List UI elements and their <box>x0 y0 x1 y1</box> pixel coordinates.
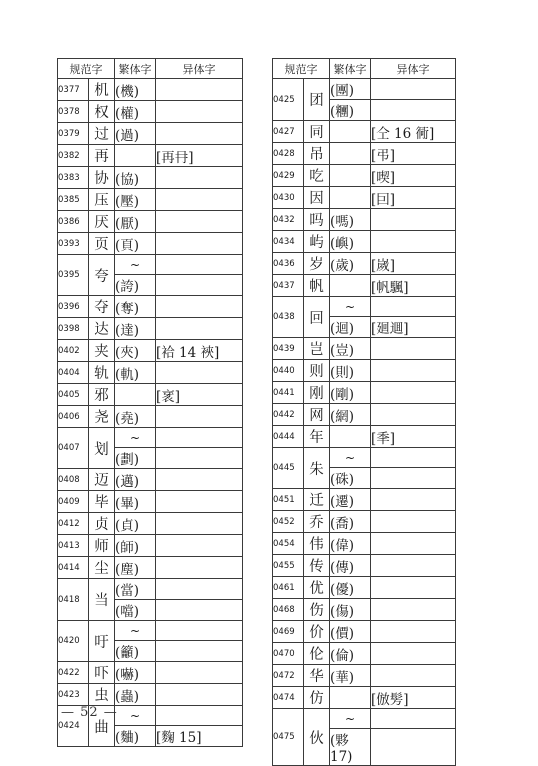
traditional-char <box>330 165 371 187</box>
table-row <box>273 165 456 187</box>
char-code: 0423 <box>58 684 89 706</box>
traditional-char: ~ <box>115 428 156 448</box>
char-code: 0451 <box>273 489 304 511</box>
table-row <box>58 469 243 491</box>
traditional-char: (堯) <box>115 406 156 428</box>
variant-chars: [再冄] <box>156 145 243 167</box>
traditional-char: ~ <box>330 297 371 317</box>
char-code: 0395 <box>58 255 89 296</box>
variant-chars <box>156 318 243 340</box>
char-code: 0385 <box>58 189 89 211</box>
standard-char: 刚 <box>304 382 330 404</box>
standard-char: 伦 <box>304 643 330 665</box>
table-row <box>273 338 456 360</box>
traditional-char <box>330 187 371 209</box>
variant-chars <box>371 577 456 599</box>
char-code: 0396 <box>58 296 89 318</box>
table-row <box>273 253 456 275</box>
standard-char: 贞 <box>89 513 115 535</box>
char-code: 0437 <box>273 275 304 297</box>
traditional-char: (畢) <box>115 491 156 513</box>
traditional-char: (嗎) <box>330 209 371 231</box>
traditional-char: (優) <box>330 577 371 599</box>
variant-chars <box>156 600 243 621</box>
char-code: 0428 <box>273 143 304 165</box>
char-code: 0393 <box>58 233 89 255</box>
table-row <box>273 426 456 448</box>
standard-char: 回 <box>304 297 330 338</box>
page-number: — 52 — <box>61 705 118 720</box>
variant-chars: [秊] <box>371 426 456 448</box>
char-code: 0425 <box>273 79 304 121</box>
traditional-char <box>115 145 156 167</box>
traditional-char: (硃) <box>330 468 371 489</box>
traditional-char: (糰) <box>330 100 371 121</box>
traditional-char: (邁) <box>115 469 156 491</box>
table-row <box>58 513 243 535</box>
traditional-char: (誇) <box>115 275 156 296</box>
char-code: 0377 <box>58 79 89 101</box>
variant-chars <box>156 684 243 706</box>
standard-char: 吗 <box>304 209 330 231</box>
traditional-char: (過) <box>115 123 156 145</box>
char-code: 0404 <box>58 362 89 384</box>
standard-char: 年 <box>304 426 330 448</box>
char-code: 0429 <box>273 165 304 187</box>
char-code: 0469 <box>273 621 304 643</box>
standard-char: 尧 <box>89 406 115 428</box>
char-code: 0418 <box>58 579 89 621</box>
standard-char: 厌 <box>89 211 115 233</box>
table-row <box>58 491 243 513</box>
traditional-char: (倫) <box>330 643 371 665</box>
table-row <box>58 340 243 362</box>
traditional-char: (頁) <box>115 233 156 255</box>
variant-chars <box>156 211 243 233</box>
standard-char: 过 <box>89 123 115 145</box>
standard-char: 乔 <box>304 511 330 533</box>
table-row <box>58 167 243 189</box>
char-code: 0398 <box>58 318 89 340</box>
traditional-char <box>115 384 156 406</box>
variant-chars <box>156 428 243 448</box>
table-row <box>58 233 243 255</box>
char-code: 0468 <box>273 599 304 621</box>
table-row <box>58 662 243 684</box>
traditional-char <box>330 687 371 709</box>
standard-char: 优 <box>304 577 330 599</box>
traditional-char: (歲) <box>330 253 371 275</box>
table-row <box>273 448 456 468</box>
standard-char: 团 <box>304 79 330 121</box>
table-row <box>273 621 456 643</box>
traditional-char: (達) <box>115 318 156 340</box>
variant-chars <box>156 535 243 557</box>
traditional-char: (團) <box>330 79 371 100</box>
variant-chars <box>371 382 456 404</box>
traditional-char: (迴) <box>330 317 371 338</box>
table-row <box>273 143 456 165</box>
variant-chars: [麴 15] <box>156 726 243 747</box>
char-code: 0434 <box>273 231 304 253</box>
variant-chars <box>156 406 243 428</box>
table-row <box>273 209 456 231</box>
standard-char: 夺 <box>89 296 115 318</box>
variant-chars: [仝 16 衕] <box>371 121 456 143</box>
table-row <box>58 579 243 600</box>
standard-char: 划 <box>89 428 115 469</box>
traditional-char: (劃) <box>115 448 156 469</box>
char-code: 0441 <box>273 382 304 404</box>
traditional-char: ~ <box>330 448 371 468</box>
variant-chars <box>156 557 243 579</box>
traditional-char: (則) <box>330 360 371 382</box>
table-row <box>58 211 243 233</box>
standard-char: 岁 <box>304 253 330 275</box>
table-row <box>273 665 456 687</box>
traditional-char: (麯) <box>115 726 156 747</box>
variant-chars <box>156 362 243 384</box>
variant-chars <box>156 579 243 600</box>
table-row <box>273 187 456 209</box>
char-code: 0470 <box>273 643 304 665</box>
standard-char: 传 <box>304 555 330 577</box>
standard-char: 帆 <box>304 275 330 297</box>
table-row <box>273 643 456 665</box>
char-code: 0406 <box>58 406 89 428</box>
traditional-char: (剛) <box>330 382 371 404</box>
char-code: 0444 <box>273 426 304 448</box>
variant-chars <box>156 448 243 469</box>
traditional-char <box>330 143 371 165</box>
variant-chars <box>371 621 456 643</box>
char-code: 0455 <box>273 555 304 577</box>
traditional-char <box>330 275 371 297</box>
variant-chars: [帆颿] <box>371 275 456 297</box>
table-row <box>273 599 456 621</box>
variant-chars <box>156 706 243 726</box>
traditional-char: (傷) <box>330 599 371 621</box>
standard-char: 当 <box>89 579 115 621</box>
header-variant: 异体字 <box>371 59 456 79</box>
char-code: 0413 <box>58 535 89 557</box>
left-table-body <box>58 79 243 747</box>
variant-chars <box>156 189 243 211</box>
char-code: 0430 <box>273 187 304 209</box>
variant-chars <box>156 123 243 145</box>
table-row <box>273 489 456 511</box>
variant-chars: [衺] <box>156 384 243 406</box>
variant-chars <box>156 641 243 662</box>
standard-char: 价 <box>304 621 330 643</box>
table-row <box>58 557 243 579</box>
traditional-char: (奪) <box>115 296 156 318</box>
char-code: 0454 <box>273 533 304 555</box>
traditional-char: (喬) <box>330 511 371 533</box>
standard-char: 岂 <box>304 338 330 360</box>
char-code: 0408 <box>58 469 89 491</box>
char-code: 0402 <box>58 340 89 362</box>
standard-char: 朱 <box>304 448 330 489</box>
variant-chars <box>156 296 243 318</box>
variant-chars: [喫] <box>371 165 456 187</box>
char-code: 0445 <box>273 448 304 489</box>
variant-chars <box>156 662 243 684</box>
traditional-char: (價) <box>330 621 371 643</box>
traditional-char: ~ <box>115 255 156 275</box>
variant-chars <box>371 468 456 489</box>
variant-chars <box>371 100 456 121</box>
char-code: 0382 <box>58 145 89 167</box>
traditional-char: (傳) <box>330 555 371 577</box>
right-table-body <box>273 79 456 766</box>
header-traditional: 繁体字 <box>330 59 371 79</box>
standard-char: 吓 <box>89 662 115 684</box>
variant-chars <box>371 511 456 533</box>
variant-chars: [囙] <box>371 187 456 209</box>
standard-char: 吊 <box>304 143 330 165</box>
standard-char: 则 <box>304 360 330 382</box>
table-row <box>273 360 456 382</box>
variant-chars <box>156 469 243 491</box>
traditional-char: (豈) <box>330 338 371 360</box>
char-code: 0432 <box>273 209 304 231</box>
traditional-char: (偉) <box>330 533 371 555</box>
char-code: 0475 <box>273 709 304 766</box>
traditional-char: (厭) <box>115 211 156 233</box>
standard-char: 夹 <box>89 340 115 362</box>
variant-chars <box>371 533 456 555</box>
traditional-char: (權) <box>115 101 156 123</box>
variant-chars: [嵗] <box>371 253 456 275</box>
table-row <box>58 362 243 384</box>
standard-char: 邪 <box>89 384 115 406</box>
standard-char: 页 <box>89 233 115 255</box>
traditional-char: (夥 17) <box>330 729 371 766</box>
char-code: 0378 <box>58 101 89 123</box>
traditional-char: (嚇) <box>115 662 156 684</box>
variant-chars <box>371 599 456 621</box>
standard-char: 再 <box>89 145 115 167</box>
table-row <box>58 189 243 211</box>
table-row <box>58 145 243 167</box>
table-row <box>58 79 243 101</box>
standard-char: 伟 <box>304 533 330 555</box>
table-row <box>273 687 456 709</box>
table-row <box>58 296 243 318</box>
standard-char: 仿 <box>304 687 330 709</box>
traditional-char: (協) <box>115 167 156 189</box>
variant-chars: [袷 14 裌] <box>156 340 243 362</box>
char-code: 0405 <box>58 384 89 406</box>
char-code: 0440 <box>273 360 304 382</box>
char-code: 0409 <box>58 491 89 513</box>
variant-chars <box>156 255 243 275</box>
traditional-char: (貞) <box>115 513 156 535</box>
variant-chars <box>156 621 243 641</box>
header-standard: 规范字 <box>58 59 115 79</box>
standard-char: 曲 <box>89 706 115 747</box>
char-code: 0422 <box>58 662 89 684</box>
standard-char: 权 <box>89 101 115 123</box>
char-code: 0379 <box>58 123 89 145</box>
standard-char: 达 <box>89 318 115 340</box>
table-row <box>273 404 456 426</box>
traditional-char <box>330 121 371 143</box>
char-code: 0412 <box>58 513 89 535</box>
variant-chars <box>371 489 456 511</box>
traditional-char: ~ <box>115 706 156 726</box>
variant-chars <box>371 360 456 382</box>
char-code: 0474 <box>273 687 304 709</box>
char-code: 0436 <box>273 253 304 275</box>
traditional-char: (嶼) <box>330 231 371 253</box>
char-code: 0424 <box>58 706 89 747</box>
char-code: 0414 <box>58 557 89 579</box>
char-code: 0386 <box>58 211 89 233</box>
variant-chars <box>371 729 456 766</box>
table-row <box>273 275 456 297</box>
variant-chars <box>371 555 456 577</box>
standard-char: 迁 <box>304 489 330 511</box>
traditional-char <box>330 426 371 448</box>
traditional-char: (壓) <box>115 189 156 211</box>
traditional-char: (師) <box>115 535 156 557</box>
standard-char: 吁 <box>89 621 115 662</box>
table-row <box>273 511 456 533</box>
header-traditional: 繁体字 <box>115 59 156 79</box>
standard-char: 迈 <box>89 469 115 491</box>
traditional-char: ~ <box>115 621 156 641</box>
table-row <box>58 123 243 145</box>
table-row <box>58 428 243 448</box>
table-row <box>273 709 456 729</box>
standard-char: 网 <box>304 404 330 426</box>
variant-chars <box>371 709 456 729</box>
standard-char: 华 <box>304 665 330 687</box>
standard-char: 尘 <box>89 557 115 579</box>
table-row <box>273 382 456 404</box>
char-code: 0461 <box>273 577 304 599</box>
standard-char: 夸 <box>89 255 115 296</box>
right-character-table <box>272 58 456 766</box>
table-row <box>58 684 243 706</box>
char-code: 0452 <box>273 511 304 533</box>
header-standard: 规范字 <box>273 59 330 79</box>
table-row <box>58 318 243 340</box>
traditional-char: (機) <box>115 79 156 101</box>
left-character-table <box>57 58 243 747</box>
standard-char: 轨 <box>89 362 115 384</box>
standard-char: 伤 <box>304 599 330 621</box>
variant-chars: [倣髣] <box>371 687 456 709</box>
standard-char: 屿 <box>304 231 330 253</box>
traditional-char: (蟲) <box>115 684 156 706</box>
traditional-char: (當) <box>115 579 156 600</box>
standard-char: 吃 <box>304 165 330 187</box>
table-header-row <box>58 59 243 79</box>
standard-char: 机 <box>89 79 115 101</box>
table-row <box>273 555 456 577</box>
variant-chars: [弔] <box>371 143 456 165</box>
standard-char: 伙 <box>304 709 330 766</box>
table-row <box>273 533 456 555</box>
char-code: 0383 <box>58 167 89 189</box>
table-row <box>58 535 243 557</box>
standard-char: 毕 <box>89 491 115 513</box>
traditional-char: (噹) <box>115 600 156 621</box>
char-code: 0427 <box>273 121 304 143</box>
table-row <box>273 231 456 253</box>
variant-chars <box>156 79 243 101</box>
variant-chars <box>371 297 456 317</box>
table-row <box>273 297 456 317</box>
table-row <box>58 621 243 641</box>
traditional-char: (網) <box>330 404 371 426</box>
standard-char: 压 <box>89 189 115 211</box>
variant-chars <box>156 513 243 535</box>
traditional-char: ~ <box>330 709 371 729</box>
table-row <box>58 255 243 275</box>
table-header-row <box>273 59 456 79</box>
variant-chars <box>371 665 456 687</box>
char-code: 0438 <box>273 297 304 338</box>
standard-char: 协 <box>89 167 115 189</box>
table-row <box>58 101 243 123</box>
table-row <box>273 79 456 100</box>
variant-chars <box>156 491 243 513</box>
variant-chars <box>371 643 456 665</box>
standard-char: 师 <box>89 535 115 557</box>
traditional-char: (軌) <box>115 362 156 384</box>
variant-chars <box>371 231 456 253</box>
traditional-char: (華) <box>330 665 371 687</box>
standard-char: 同 <box>304 121 330 143</box>
variant-chars <box>371 79 456 100</box>
variant-chars <box>156 233 243 255</box>
variant-chars: [廻逥] <box>371 317 456 338</box>
variant-chars <box>156 167 243 189</box>
char-code: 0472 <box>273 665 304 687</box>
variant-chars <box>156 101 243 123</box>
char-code: 0420 <box>58 621 89 662</box>
table-row <box>273 121 456 143</box>
variant-chars <box>371 404 456 426</box>
standard-char: 因 <box>304 187 330 209</box>
traditional-char: (夾) <box>115 340 156 362</box>
variant-chars <box>156 275 243 296</box>
table-row <box>58 384 243 406</box>
variant-chars <box>371 209 456 231</box>
traditional-char: (籲) <box>115 641 156 662</box>
traditional-char: (遷) <box>330 489 371 511</box>
table-row <box>273 577 456 599</box>
variant-chars <box>371 448 456 468</box>
char-code: 0442 <box>273 404 304 426</box>
variant-chars <box>371 338 456 360</box>
traditional-char: (塵) <box>115 557 156 579</box>
standard-char: 虫 <box>89 684 115 706</box>
char-code: 0407 <box>58 428 89 469</box>
header-variant: 异体字 <box>156 59 243 79</box>
char-code: 0439 <box>273 338 304 360</box>
table-row <box>58 406 243 428</box>
